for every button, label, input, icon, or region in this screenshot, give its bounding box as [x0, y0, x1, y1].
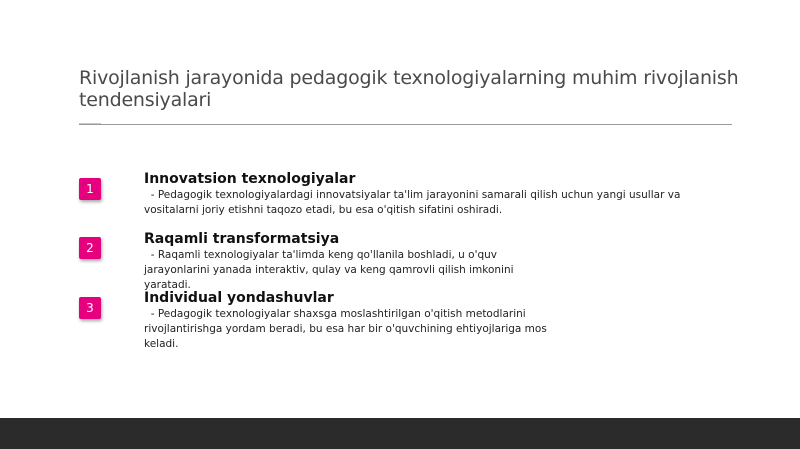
item-description: - Pedagogik texnologiyalar shaxsga moslashtirilgan o'qitish metodlarini rivojlantirishga yordam beradi, bu esa har bir o'quvchining ehtiyojlariga mos keladi. [144, 308, 551, 350]
footer-bar [0, 418, 800, 449]
list-item-individual-approach [144, 290, 554, 352]
list-item-digital-transformation [144, 231, 542, 293]
item-title: Individual yondashuvlar [144, 290, 334, 306]
item-description: - Raqamli texnologiyalar ta'limda keng qo'llanila boshladi, u o'quv jarayonlarini yanada interaktiv, qulay va keng qamrovli qilish imkonini yaratadi. [144, 249, 517, 291]
item-title: Raqamli transformatsiya [144, 231, 340, 247]
item-number-badge-3: 3 [79, 297, 101, 319]
item-description: - Pedagogik texnologiyalardagi innovatsiyalar ta'lim jarayonini samarali qilish uchun yangi usullar va vositalarni joriy etishni taqozo etadi, bu esa o'qitish sifatini oshiradi. [144, 189, 684, 216]
item-title: Innovatsion texnologiyalar [144, 171, 356, 187]
item-number-badge-2: 2 [79, 237, 101, 259]
list-item-innovation [144, 171, 714, 218]
item-number-badge-1: 1 [79, 178, 101, 200]
title-divider [79, 124, 732, 125]
slide-title: Rivojlanish jarayonida pedagogik texnologiyalarning muhim rivojlanish tendensiyalari [79, 67, 739, 111]
